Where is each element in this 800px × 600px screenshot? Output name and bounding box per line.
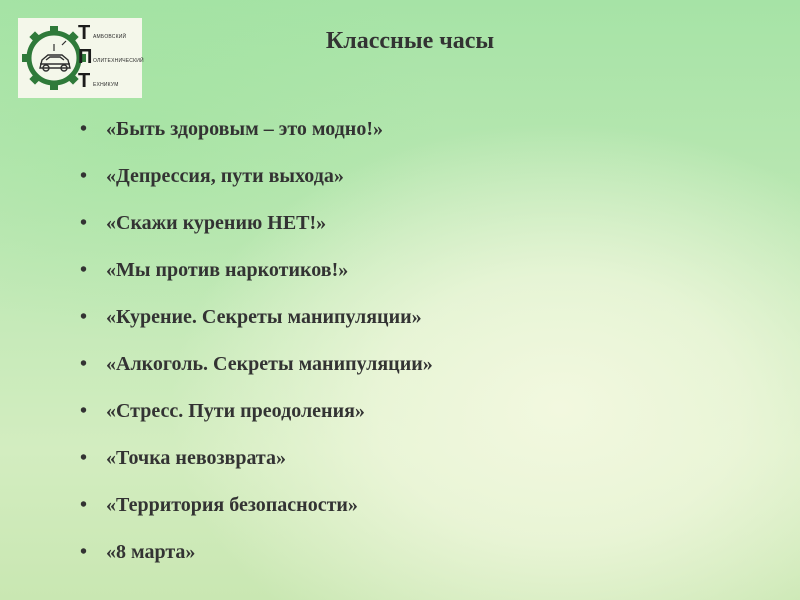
slide-title: Классные часы xyxy=(325,28,495,54)
list-item xyxy=(80,210,433,257)
bullet-icon: • xyxy=(80,259,88,281)
list-item-text: «Мы против наркотиков!» xyxy=(106,259,349,281)
topics-list xyxy=(80,116,433,586)
list-item-text: «Скажи курению НЕТ!» xyxy=(106,212,327,234)
bullet-icon: • xyxy=(80,494,88,516)
bullet-icon: • xyxy=(80,306,88,328)
logo-line-1: АМБОВСКИЙ xyxy=(93,34,127,40)
list-item xyxy=(80,304,433,351)
bullet-icon: • xyxy=(80,212,88,234)
logo-letter-p: П xyxy=(78,46,93,68)
list-item xyxy=(80,539,433,586)
list-item-text: «Территория безопасности» xyxy=(106,494,358,516)
bullet-icon: • xyxy=(80,353,88,375)
list-item xyxy=(80,257,433,304)
bullet-icon: • xyxy=(80,118,88,140)
list-item-text: «Точка невозврата» xyxy=(106,447,286,469)
list-item xyxy=(80,116,433,163)
list-item-text: «Быть здоровым – это модно!» xyxy=(106,118,383,140)
logo xyxy=(18,18,142,98)
list-item xyxy=(80,492,433,539)
list-item-text: «Стресс. Пути преодоления» xyxy=(106,400,365,422)
logo-letter-t2: Т xyxy=(78,70,91,92)
list-item-text: «8 марта» xyxy=(106,541,196,563)
logo-line-3: ЕХНИКУМ xyxy=(93,82,119,88)
bullet-icon: • xyxy=(80,400,88,422)
list-item xyxy=(80,445,433,492)
list-item xyxy=(80,163,433,210)
list-item-text: «Депрессия, пути выхода» xyxy=(106,165,344,187)
bullet-icon: • xyxy=(80,447,88,469)
list-item-text: «Курение. Секреты манипуляции» xyxy=(106,306,422,328)
bullet-icon: • xyxy=(80,165,88,187)
list-item xyxy=(80,351,433,398)
list-item xyxy=(80,398,433,445)
logo-line-2: ОЛИТЕХНИЧЕСКИЙ xyxy=(93,58,144,64)
logo-letter-t1: Т xyxy=(78,22,91,44)
list-item-text: «Алкоголь. Секреты манипуляции» xyxy=(106,353,433,375)
bullet-icon: • xyxy=(80,541,88,563)
